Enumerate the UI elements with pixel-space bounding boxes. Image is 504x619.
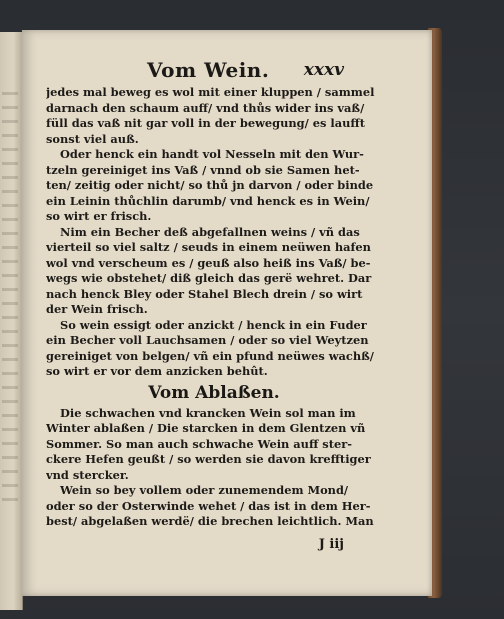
text-line: darnach den schaum auff/ vnd thůs wider ins vaß/ <box>46 100 365 115</box>
left-page-bleed-through <box>2 92 18 512</box>
text-line: so wirt er frisch. <box>46 209 152 223</box>
text-line: wegs wie obstehet/ diß gleich das gerë wehret. Dar <box>46 271 372 285</box>
text-line: ten/ zeitig oder nicht/ so thů jn darvon / oder binde <box>46 178 374 192</box>
text-line: nach henck Bley oder Stahel Blech drein / so wirt <box>46 286 363 301</box>
text-line: Sommer. So man auch schwache Wein auff ster- <box>46 436 352 451</box>
book-page <box>22 30 432 596</box>
text-line: Die schwachen vnd krancken Wein sol man im <box>60 405 356 420</box>
text-line: vierteil so viel saltz / seuds in einem neüwen hafen <box>46 240 371 254</box>
signature-mark: J iij <box>318 537 344 552</box>
text-line: So wein essigt oder anzickt / henck in ein Fuder <box>60 317 367 332</box>
text-line: ein Becher voll Lauchsamen / oder so viel Weytzen <box>46 333 369 347</box>
text-line: vnd stercker. <box>46 467 129 482</box>
text-line: Wein so bey vollem oder zunemendem Mond/ <box>60 483 349 497</box>
text-line: Winter ablaßen / Die starcken in dem Glentzen vñ <box>46 421 366 435</box>
running-head: Vom Wein. <box>147 58 270 82</box>
text-line: Oder henck ein handt vol Nesseln mit den Wur- <box>60 147 364 161</box>
text-line: gereiniget von belgen/ vñ ein pfund neüwes wachß/ <box>46 348 374 363</box>
text-line: best/ abgelaßen werdë/ die brechen leichtlich. Man <box>46 514 374 528</box>
text-line: sonst viel auß. <box>46 131 139 146</box>
folio-number: xxxv <box>303 60 344 80</box>
text-line: füll das vaß nit gar voll in der bewegung/ es laufft <box>46 116 365 130</box>
left-page-edge <box>0 32 23 610</box>
main-text-block <box>46 85 382 530</box>
text-line: so wirt er vor dem anzicken behût. <box>46 364 268 378</box>
page-header <box>22 58 432 84</box>
text-line: ein Leinin thůchlin darumb/ vnd henck es in Wein/ <box>46 193 370 208</box>
text-line: tzeln gereiniget ins Vaß / vnnd ob sie Samen het- <box>46 162 360 177</box>
text-line: ckere Hefen geußt / so werden sie davon krefftiger <box>46 452 371 466</box>
text-line: Nim ein Becher deß abgefallnen weins / vñ das <box>60 224 360 239</box>
text-line: oder so der Osterwinde wehet / das ist in dem Her- <box>46 498 371 513</box>
section-heading: Vom Ablaßen. <box>148 382 280 403</box>
text-line: der Wein frisch. <box>46 302 148 316</box>
text-line: wol vnd verscheum es / geuß also heiß ins Vaß/ be- <box>46 255 371 270</box>
text-line: jedes mal beweg es wol mit einer kluppen / sammel <box>46 85 375 99</box>
